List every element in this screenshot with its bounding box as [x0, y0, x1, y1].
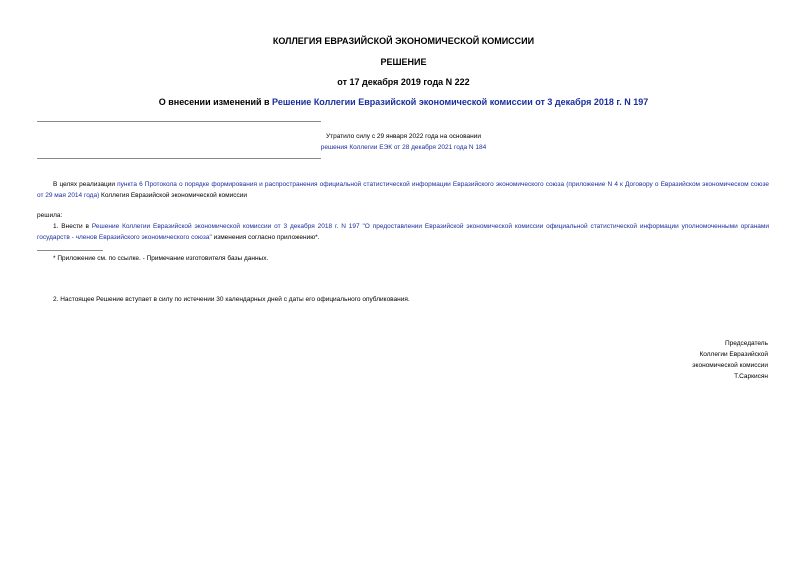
signature-line-3: экономической комиссии [692, 362, 768, 369]
protocol-link[interactable]: пункта 6 Протокола о порядке формирования и распространения официальной статистической информации Евразийского экономического союза (приложение N 4 к Договору о Евразийском экономическом союзе от 29 мая 2014 года) [37, 181, 769, 199]
preamble-suffix: Коллегия Евразийской экономической комиссии [99, 191, 248, 199]
doc-title-prefix: О внесении изменений в [158, 97, 273, 107]
preamble-paragraph [37, 180, 769, 201]
expired-notice: Утратило силу с 29 января 2022 года на основании [326, 133, 481, 140]
expired-decision-link[interactable]: решения Коллегии ЕЭК от 28 декабря 2021 года N 184 [320, 144, 487, 151]
item-1-suffix: изменения согласно приложению*. [211, 233, 320, 241]
item-2-paragraph: 2. Настоящее Решение вступает в силу по истечении 30 календарных дней с даты его официального опубликования. [53, 296, 410, 303]
item-1-paragraph [37, 222, 769, 243]
org-heading: КОЛЛЕГИЯ ЕВРАЗИЙСКОЙ ЭКОНОМИЧЕСКОЙ КОМИССИИ [272, 36, 535, 46]
expired-notice-link-line [0, 142, 807, 153]
footnote: * Приложение см. по ссылке. - Примечание изготовителя базы данных. [53, 255, 269, 262]
divider-bottom [37, 158, 321, 159]
footnote-divider [37, 250, 103, 251]
resolved-label: решила: [37, 212, 63, 219]
item-1-prefix: 1. Внести в [53, 223, 92, 230]
doc-title-link[interactable]: Решение Коллегии Евразийской экономической комиссии от 3 декабря 2018 г. N 197 [272, 97, 649, 107]
signature-line-1: Председатель [724, 340, 768, 347]
doc-type-heading: РЕШЕНИЕ [380, 57, 427, 67]
signature-block [692, 338, 768, 382]
signature-line-2: Коллегии Евразийской [699, 351, 768, 358]
doc-title [0, 97, 807, 107]
amended-decision-link[interactable]: Решение Коллегии Евразийской экономической комиссии от 3 декабря 2018 г. N 197 "О предоставлении Евразийской экономической комиссии официальной статистической информации уполномоченными органами государств - членов Евразийского экономического союза" [37, 223, 769, 241]
divider-top [37, 121, 321, 122]
date-number-heading: от 17 декабря 2019 года N 222 [337, 77, 470, 87]
signature-line-4: Т.Саркисян [734, 373, 768, 380]
preamble-prefix: В целях реализации [53, 181, 118, 188]
